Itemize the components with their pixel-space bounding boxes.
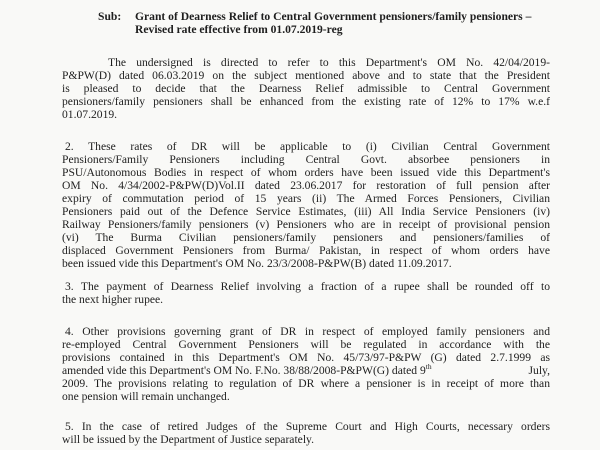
para5-line-2: will be issued by the Department of Justice separately. <box>62 433 314 446</box>
para4-line-5: 2009. The provisions relating to regulation of DR where a pensioner is in receipt of more than <box>62 377 550 390</box>
subject-line-1: Grant of Dearness Relief to Central Government pensioners/family pensioners – <box>135 10 532 23</box>
intro-line-3: is pleased to decide that the Dearness Relief admissible to Central Government <box>62 82 550 95</box>
para5-line-1: 5. In the case of retired Judges of the Supreme Court and High Courts, necessary orders <box>65 420 550 433</box>
para4-line-2: re-employed Central Government Pensioners will be regulated in accordance with the <box>62 338 550 351</box>
para2-line-2: Pensioners/Family Pensioners including Central Govt. absorbee pensioners in <box>62 153 550 166</box>
intro-line-5: 01.07.2019. <box>62 108 118 121</box>
para4-line-4 <box>62 364 550 377</box>
para3-line-1: 3. The payment of Dearness Relief involving a fraction of a rupee shall be rounded off to <box>65 280 550 293</box>
para3-line-2: the next higher rupee. <box>62 293 164 306</box>
intro-line-1: The undersigned is directed to refer to this Department's OM No. 42/04/2019- <box>108 56 550 69</box>
subject-label: Sub: <box>98 10 122 23</box>
para2-line-7: Railway Pensioners/family pensioners (v) Pensioners who are in receipt of provisional pension <box>62 218 550 231</box>
para2-line-3: PSU/Autonomous Bodies in respect of whom orders have been issued vide this Department's <box>62 166 550 179</box>
para4-line-6: one pension will remain unchanged. <box>62 390 230 403</box>
para2-line-4: OM No. 4/34/2002-P&PW(D)Vol.II dated 23.06.2017 for restoration of full pension after <box>62 179 550 192</box>
subject-line-2: Revised rate effective from 01.07.2019-reg <box>135 23 343 36</box>
para4-line-3: provisions contained in this Department's OM No. 45/73/97-P&PW (G) dated 2.7.1999 as <box>62 351 550 364</box>
para2-line-5: expiry of commutation period of 15 years (ii) The Armed Forces Pensioners, Civilian <box>62 192 550 205</box>
para2-line-6: Pensioners paid out of the Defence Service Estimates, (iii) All India Service Pensioners (iv) <box>62 205 550 218</box>
para2-line-10: been issued vide this Department's OM No. 23/3/2008-P&PW(B) dated 11.09.2017. <box>62 257 452 270</box>
para2-line-9: displaced Government Pensioners from Burma/ Pakistan, in respect of whom orders have <box>62 244 550 257</box>
para2-line-1: 2. These rates of DR will be applicable to (i) Civilian Central Government <box>65 140 550 153</box>
intro-line-2: P&PW(D) dated 06.03.2019 on the subject mentioned above and to state that the President <box>62 69 550 82</box>
para4-line-4-main <box>62 364 432 377</box>
para4-line-4-end: July, <box>528 364 550 377</box>
para4-line-1: 4. Other provisions governing grant of DR in respect of employed family pensioners and <box>65 325 550 338</box>
para4-line-4-text: amended vide this Department's OM No. F.No. 38/88/2008-P&PW(G) dated 9 <box>62 364 426 377</box>
intro-line-4: pensioners/family pensioners shall be enhanced from the existing rate of 12% to 17% w.e.f <box>62 95 550 108</box>
ordinal-suffix: th <box>425 362 432 372</box>
para2-line-8: (vi) The Burma Civilian pensioners/family pensioners and pensioners/families of <box>62 231 550 244</box>
